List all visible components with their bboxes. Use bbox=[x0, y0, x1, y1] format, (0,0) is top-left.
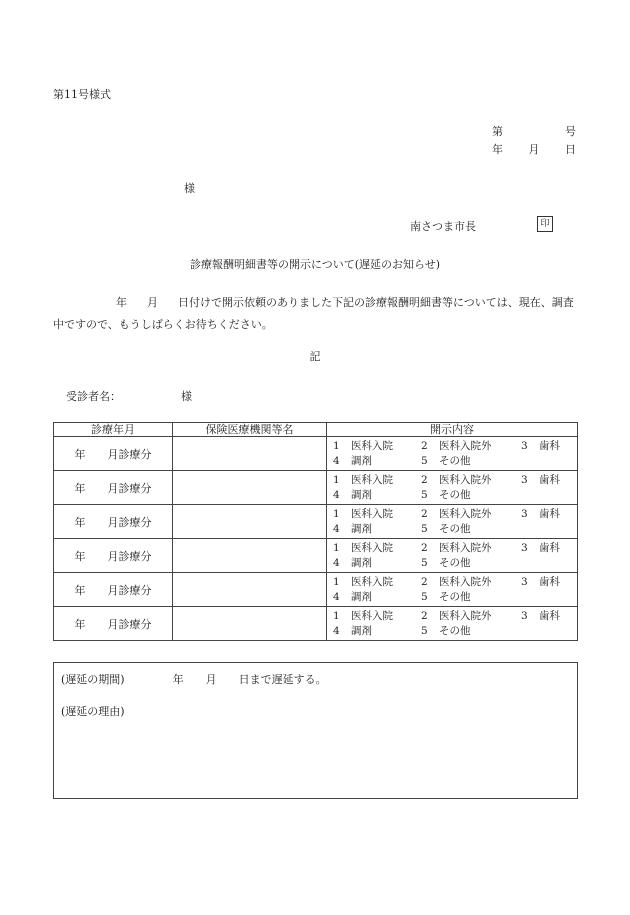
disclosure-options-cell bbox=[327, 539, 578, 573]
treatment-month-cell bbox=[54, 573, 173, 607]
row-month-label: 月診療分 bbox=[107, 617, 152, 631]
option-label: 医科入院 bbox=[351, 439, 393, 452]
ki-heading: 記 bbox=[309, 350, 321, 363]
option-number: 4 bbox=[333, 454, 340, 467]
option-number: 5 bbox=[421, 522, 428, 535]
option-label: 歯科 bbox=[539, 473, 560, 486]
option-number: 2 bbox=[421, 473, 428, 486]
disclosure-options-cell bbox=[327, 471, 578, 505]
option-number: 1 bbox=[333, 541, 340, 554]
seal-mark: 印 bbox=[537, 216, 553, 232]
option-label: その他 bbox=[439, 522, 471, 535]
option-label: 医科入院外 bbox=[439, 439, 492, 452]
table-row bbox=[54, 539, 578, 573]
row-year: 年 bbox=[74, 515, 86, 529]
header-institution: 保険医療機関等名 bbox=[173, 423, 327, 437]
institution-cell bbox=[173, 505, 327, 539]
option-number: 3 bbox=[521, 541, 528, 554]
body-year: 年 bbox=[116, 296, 127, 309]
delay-reason-label: (遅延の理由) bbox=[61, 705, 125, 718]
option-label: 歯科 bbox=[539, 575, 560, 588]
delay-period bbox=[61, 671, 327, 687]
option-label: 歯科 bbox=[539, 507, 560, 520]
option-label: 医科入院 bbox=[351, 609, 393, 622]
institution-cell bbox=[173, 607, 327, 641]
option-label: 医科入院 bbox=[351, 473, 393, 486]
option-label: 医科入院外 bbox=[439, 575, 492, 588]
option-number: 3 bbox=[521, 507, 528, 520]
row-year: 年 bbox=[74, 481, 86, 495]
patient-suffix: 様 bbox=[181, 390, 192, 403]
option-number: 1 bbox=[333, 473, 340, 486]
option-number: 3 bbox=[521, 473, 528, 486]
option-number: 2 bbox=[421, 575, 428, 588]
option-label: その他 bbox=[439, 556, 471, 569]
date-day: 日 bbox=[565, 143, 576, 156]
option-number: 3 bbox=[521, 609, 528, 622]
row-year: 年 bbox=[74, 549, 86, 563]
option-number: 2 bbox=[421, 541, 428, 554]
addressee: 様 bbox=[184, 182, 195, 195]
delay-until: 日まで遅延する。 bbox=[238, 673, 327, 686]
header-treatment-month: 診療年月 bbox=[54, 423, 173, 437]
option-label: 調剤 bbox=[351, 590, 372, 603]
treatment-month-cell bbox=[54, 471, 173, 505]
delay-box bbox=[53, 662, 578, 799]
option-label: 歯科 bbox=[539, 439, 560, 452]
option-label: 調剤 bbox=[351, 556, 372, 569]
institution-cell bbox=[173, 471, 327, 505]
issuer: 南さつま市長 bbox=[410, 220, 476, 233]
option-number: 1 bbox=[333, 609, 340, 622]
body-text: 日付けで開示依頼のありました下記の診療報酬明細書等については、現在、調査中ですので、もうしばらくお待ちください。 bbox=[53, 296, 574, 331]
option-number: 4 bbox=[333, 590, 340, 603]
option-number: 1 bbox=[333, 507, 340, 520]
option-label: 医科入院 bbox=[351, 541, 393, 554]
row-month-label: 月診療分 bbox=[107, 515, 152, 529]
option-number: 5 bbox=[421, 624, 428, 637]
treatment-month-cell bbox=[54, 505, 173, 539]
option-label: 医科入院 bbox=[351, 507, 393, 520]
delay-month: 月 bbox=[205, 673, 217, 686]
date-year: 年 bbox=[492, 143, 503, 156]
option-number: 5 bbox=[421, 454, 428, 467]
option-number: 3 bbox=[521, 575, 528, 588]
table-row bbox=[54, 471, 578, 505]
disclosure-table bbox=[53, 422, 578, 641]
option-label: 医科入院外 bbox=[439, 541, 492, 554]
option-number: 4 bbox=[333, 556, 340, 569]
document-number bbox=[492, 123, 576, 139]
table-row bbox=[54, 607, 578, 641]
delay-period-label: (遅延の期間) bbox=[61, 673, 125, 686]
row-month-label: 月診療分 bbox=[107, 583, 152, 597]
option-label: その他 bbox=[439, 454, 471, 467]
option-number: 5 bbox=[421, 556, 428, 569]
table-row bbox=[54, 573, 578, 607]
patient-line bbox=[66, 388, 192, 404]
option-number: 5 bbox=[421, 590, 428, 603]
institution-cell bbox=[173, 539, 327, 573]
disclosure-options-cell bbox=[327, 505, 578, 539]
option-number: 1 bbox=[333, 439, 340, 452]
disclosure-options-cell bbox=[327, 607, 578, 641]
disclosure-options-cell bbox=[327, 437, 578, 471]
treatment-month-cell bbox=[54, 539, 173, 573]
option-label: 調剤 bbox=[351, 624, 372, 637]
option-label: 医科入院外 bbox=[439, 473, 492, 486]
body-month: 月 bbox=[147, 296, 158, 309]
option-label: 医科入院 bbox=[351, 575, 393, 588]
form-number: 第11号様式 bbox=[53, 88, 111, 101]
document-number-prefix: 第 bbox=[492, 125, 503, 138]
body-paragraph bbox=[53, 292, 578, 336]
option-number: 3 bbox=[521, 439, 528, 452]
patient-label: 受診者名： bbox=[66, 390, 121, 403]
option-label: 調剤 bbox=[351, 488, 372, 501]
option-number: 4 bbox=[333, 522, 340, 535]
row-year: 年 bbox=[74, 617, 86, 631]
row-year: 年 bbox=[74, 583, 86, 597]
row-month-label: 月診療分 bbox=[107, 447, 152, 461]
option-label: 医科入院外 bbox=[439, 609, 492, 622]
option-label: その他 bbox=[439, 624, 471, 637]
row-month-label: 月診療分 bbox=[107, 481, 152, 495]
institution-cell bbox=[173, 437, 327, 471]
table-row bbox=[54, 437, 578, 471]
option-label: 歯科 bbox=[539, 609, 560, 622]
option-number: 2 bbox=[421, 609, 428, 622]
option-label: 歯科 bbox=[539, 541, 560, 554]
row-month-label: 月診療分 bbox=[107, 549, 152, 563]
option-number: 4 bbox=[333, 488, 340, 501]
document-subject: 診療報酬明細書等の開示について(遅延のお知らせ) bbox=[189, 258, 441, 271]
treatment-month-cell bbox=[54, 607, 173, 641]
table-header-row bbox=[54, 423, 578, 437]
option-number: 2 bbox=[421, 439, 428, 452]
header-disclosure-content: 開示内容 bbox=[327, 423, 578, 437]
option-number: 4 bbox=[333, 624, 340, 637]
option-label: 調剤 bbox=[351, 522, 372, 535]
date-month: 月 bbox=[528, 143, 540, 156]
option-label: その他 bbox=[439, 488, 471, 501]
document-number-suffix: 号 bbox=[565, 125, 576, 138]
disclosure-options-cell bbox=[327, 573, 578, 607]
option-label: 調剤 bbox=[351, 454, 372, 467]
option-number: 1 bbox=[333, 575, 340, 588]
option-number: 5 bbox=[421, 488, 428, 501]
table-row bbox=[54, 505, 578, 539]
treatment-month-cell bbox=[54, 437, 173, 471]
option-label: その他 bbox=[439, 590, 471, 603]
option-number: 2 bbox=[421, 507, 428, 520]
institution-cell bbox=[173, 573, 327, 607]
row-year: 年 bbox=[74, 447, 86, 461]
document-date bbox=[492, 141, 576, 157]
delay-year: 年 bbox=[172, 673, 184, 686]
option-label: 医科入院外 bbox=[439, 507, 492, 520]
